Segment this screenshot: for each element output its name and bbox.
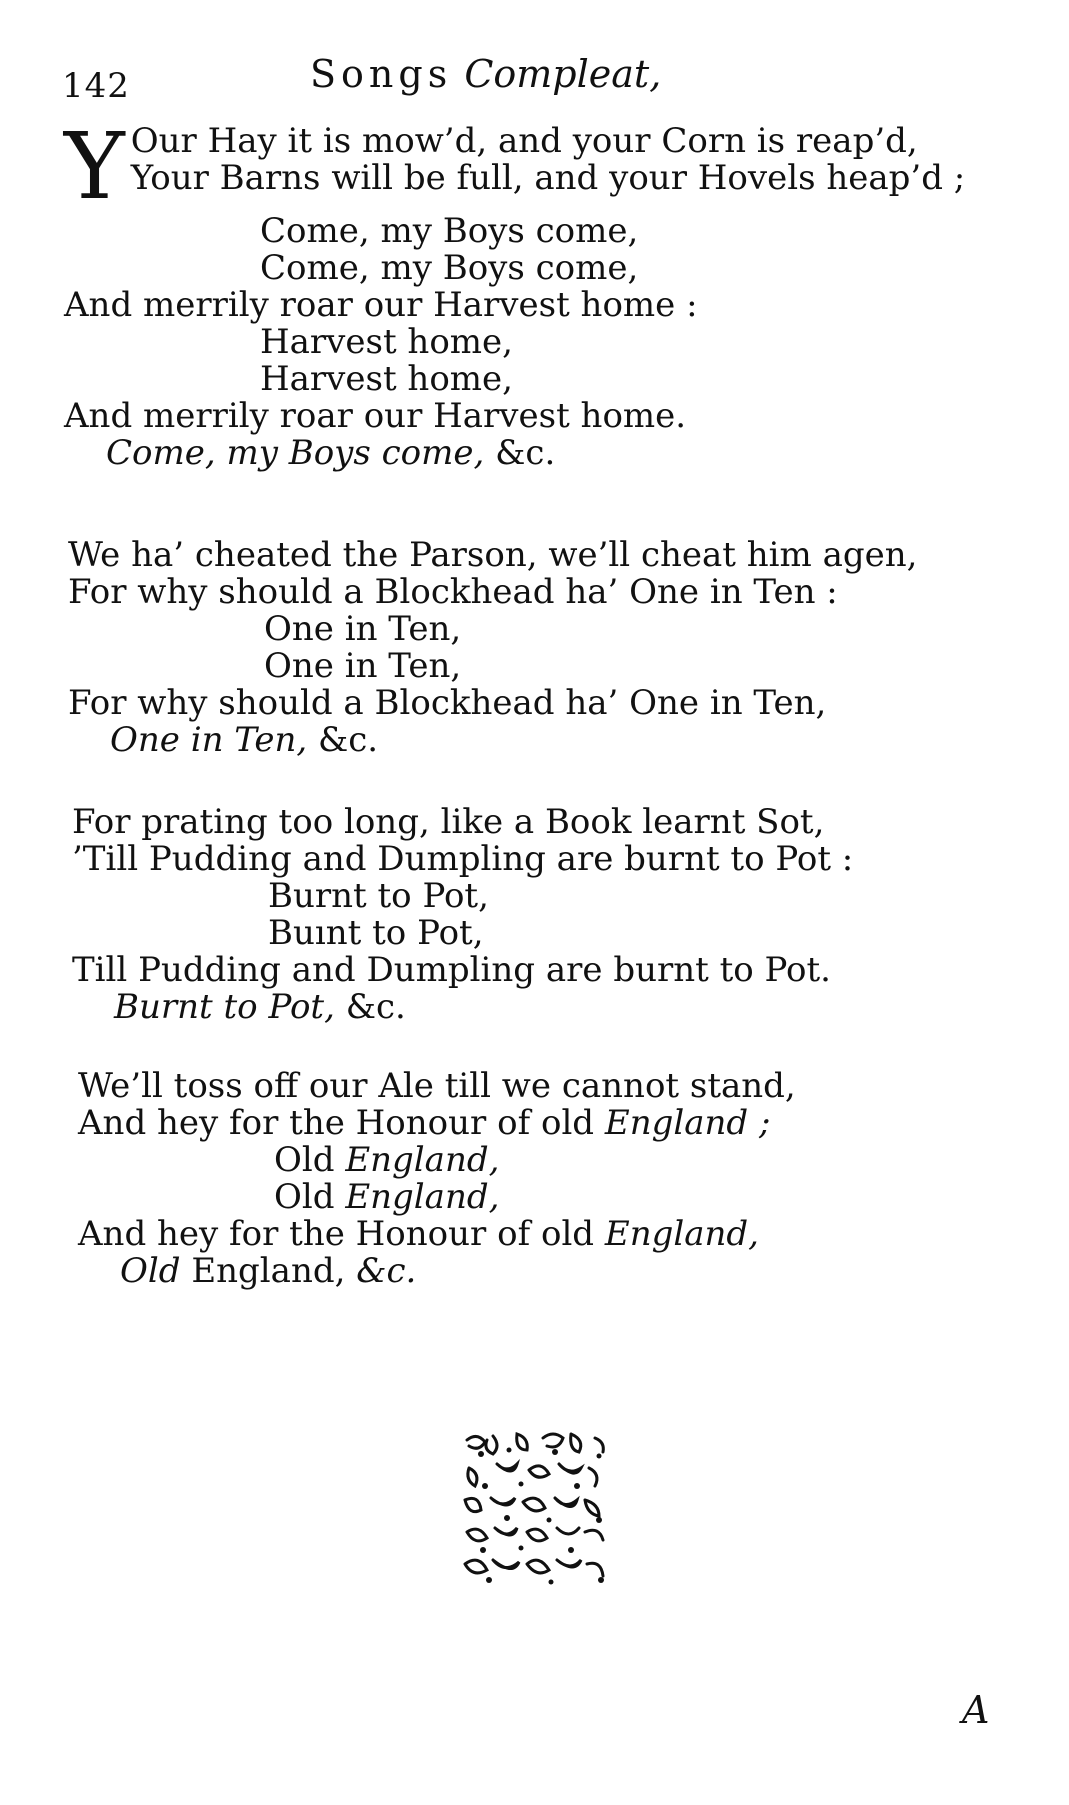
verse-line [78, 1216, 796, 1253]
chorus-italic: Come, my Boys come, [106, 433, 485, 473]
chorus-italic: One in Ten, [110, 720, 308, 760]
floral-ornament-icon [459, 1428, 612, 1588]
verse-line: Buınt to Pot, [268, 913, 484, 953]
verse-text: And hey for the Honour of old [78, 1103, 605, 1143]
verse-line: We’ll toss off our Ale till we cannot stand, [78, 1066, 796, 1106]
stanza-2 [68, 537, 917, 759]
verse-line: For prating too long, like a Book learnt Sot, [72, 802, 825, 842]
verse-line: And merrily roar our Harvest home : [64, 285, 698, 325]
verse-line: For why should a Blockhead ha’ One in Ten : [68, 572, 838, 612]
chorus-line [68, 722, 917, 759]
verse-line [78, 1179, 796, 1216]
stanza-4 [78, 1068, 796, 1290]
verse-line: For why should a Blockhead ha’ One in Ten, [68, 683, 827, 723]
verse-line: ’Till Pudding and Dumpling are burnt to Pot : [72, 839, 854, 879]
verse-line: Till Pudding and Dumpling are burnt to Pot. [72, 950, 831, 990]
verse-italic: England, [604, 1214, 759, 1254]
verse-line: Your Barns will be full, and your Hovels heap’d ; [130, 158, 966, 198]
verse-line: Burnt to Pot, [268, 876, 489, 916]
verse-text: Old [274, 1177, 346, 1217]
chorus-line [64, 435, 915, 472]
page-number: 142 [62, 66, 130, 106]
verse-line [78, 1142, 796, 1179]
verse-line: Harvest home, [260, 359, 513, 399]
verse-italic: England, [345, 1177, 500, 1217]
chorus-etc: &c. [356, 1251, 417, 1291]
chorus-etc: &c. [334, 987, 406, 1027]
chorus-italic: Old [120, 1251, 181, 1291]
verse-line: One in Ten, [264, 609, 462, 649]
verse-line: Come, my Boys come, [260, 211, 639, 251]
verse-line: And merrily roar our Harvest home. [64, 396, 687, 436]
verse-line: One in Ten, [264, 646, 462, 686]
stanza-1 [64, 113, 966, 473]
verse-text: Old [274, 1140, 346, 1180]
verse-line [78, 1105, 796, 1142]
page-header [62, 52, 962, 112]
chorus-line [72, 989, 853, 1026]
drop-cap: Y [64, 113, 125, 220]
chorus-etc: &c. [307, 720, 379, 760]
running-head [310, 52, 661, 96]
verse-italic: England ; [604, 1103, 771, 1143]
catchword: A [962, 1688, 990, 1732]
chorus-italic: Burnt to Pot, [114, 987, 335, 1027]
verse-line: Harvest home, [260, 322, 513, 362]
verse-line: We ha’ cheated the Parson, we’ll cheat him agen, [68, 535, 918, 575]
verse-italic: England, [345, 1140, 500, 1180]
verse-text: And hey for the Honour of old [78, 1214, 605, 1254]
chorus-etc: &c. [484, 433, 556, 473]
chorus-text: England, [180, 1251, 357, 1291]
running-head-caps: Songs [310, 52, 453, 96]
running-head-italic: Compleat, [464, 52, 662, 96]
chorus-line [78, 1253, 796, 1290]
stanza-3 [72, 804, 853, 1026]
verse-line: Come, my Boys come, [260, 248, 639, 288]
verse-line: Our Hay it is mow’d, and your Corn is reap’d, [130, 121, 918, 161]
